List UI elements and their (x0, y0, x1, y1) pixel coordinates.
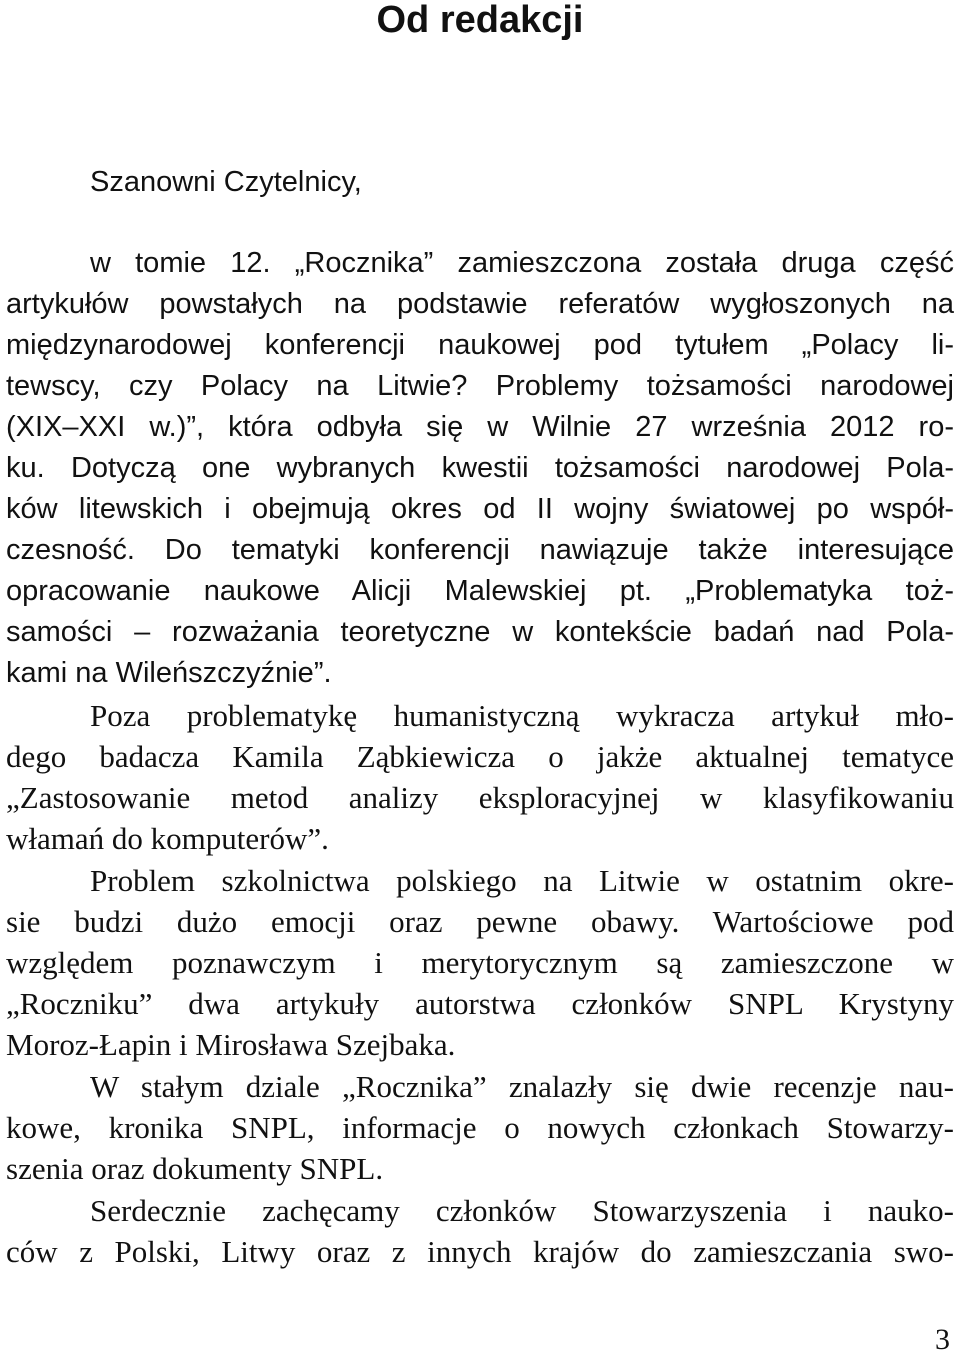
text-line: względem poznawczym i merytorycznym są zamieszczone w (6, 945, 954, 980)
text-line: Poza problematykę humanistyczną wykracza artykuł mło- (90, 698, 954, 733)
greeting: Szanowni Czytelnicy, (90, 166, 362, 198)
text-line: szenia oraz dokumenty SNPL. (6, 1151, 384, 1186)
text-line: Problem szkolnictwa polskiego na Litwie w ostatnim okre- (90, 863, 954, 898)
text-line: W stałym dziale „Rocznika” znalazły się dwie recenzje nau- (90, 1069, 954, 1104)
text-line: kami na Wileńszczyźnie”. (6, 657, 332, 689)
text-line: czesność. Do tematyki konferencji nawiązuje także interesujące (6, 534, 954, 566)
text-line: samości – rozważania teoretyczne w kontekście badań nad Pola- (6, 616, 954, 648)
text-line: „Roczniku” dwa artykuły autorstwa członków SNPL Krystyny (6, 986, 954, 1021)
text-line: dego badacza Kamila Ząbkiewicza o jakże aktualnej tematyce (6, 739, 954, 774)
text-line: tewscy, czy Polacy na Litwie? Problemy tożsamości narodowej (6, 370, 954, 402)
text-line: artykułów powstałych na podstawie referatów wygłoszonych na (6, 288, 954, 320)
text-line: „Zastosowanie metod analizy eksploracyjnej w klasyfikowaniu (6, 780, 954, 815)
page-title: Od redakcji (376, 0, 584, 41)
text-line: międzynarodowej konferencji naukowej pod tytułem „Polacy li- (6, 329, 954, 361)
text-line: ców z Polski, Litwy oraz z innych krajów do zamieszczania swo- (6, 1234, 954, 1269)
text-line: Serdecznie zachęcamy członków Stowarzyszenia i nauko- (90, 1193, 954, 1228)
text-line: ków litewskich i obejmują okres od II wojny światowej po współ- (6, 493, 954, 525)
text-line: w tomie 12. „Rocznika” zamieszczona została druga część (90, 247, 954, 279)
text-line: ku. Dotyczą one wybranych kwestii tożsamości narodowej Pola- (6, 452, 954, 484)
text-line: włamań do komputerów”. (6, 821, 329, 856)
text-line: Moroz-Łapin i Mirosława Szejbaka. (6, 1027, 456, 1062)
text-line: (XIX–XXI w.)”, która odbyła się w Wilnie 27 września 2012 ro- (6, 411, 954, 443)
text-line: opracowanie naukowe Alicji Malewskiej pt. „Problematyka toż- (6, 575, 954, 607)
text-line: kowe, kronika SNPL, informacje o nowych członkach Stowarzy- (6, 1110, 954, 1145)
text-line: sie budzi dużo emocji oraz pewne obawy. Wartościowe pod (6, 904, 954, 939)
page-number: 3 (935, 1323, 950, 1356)
